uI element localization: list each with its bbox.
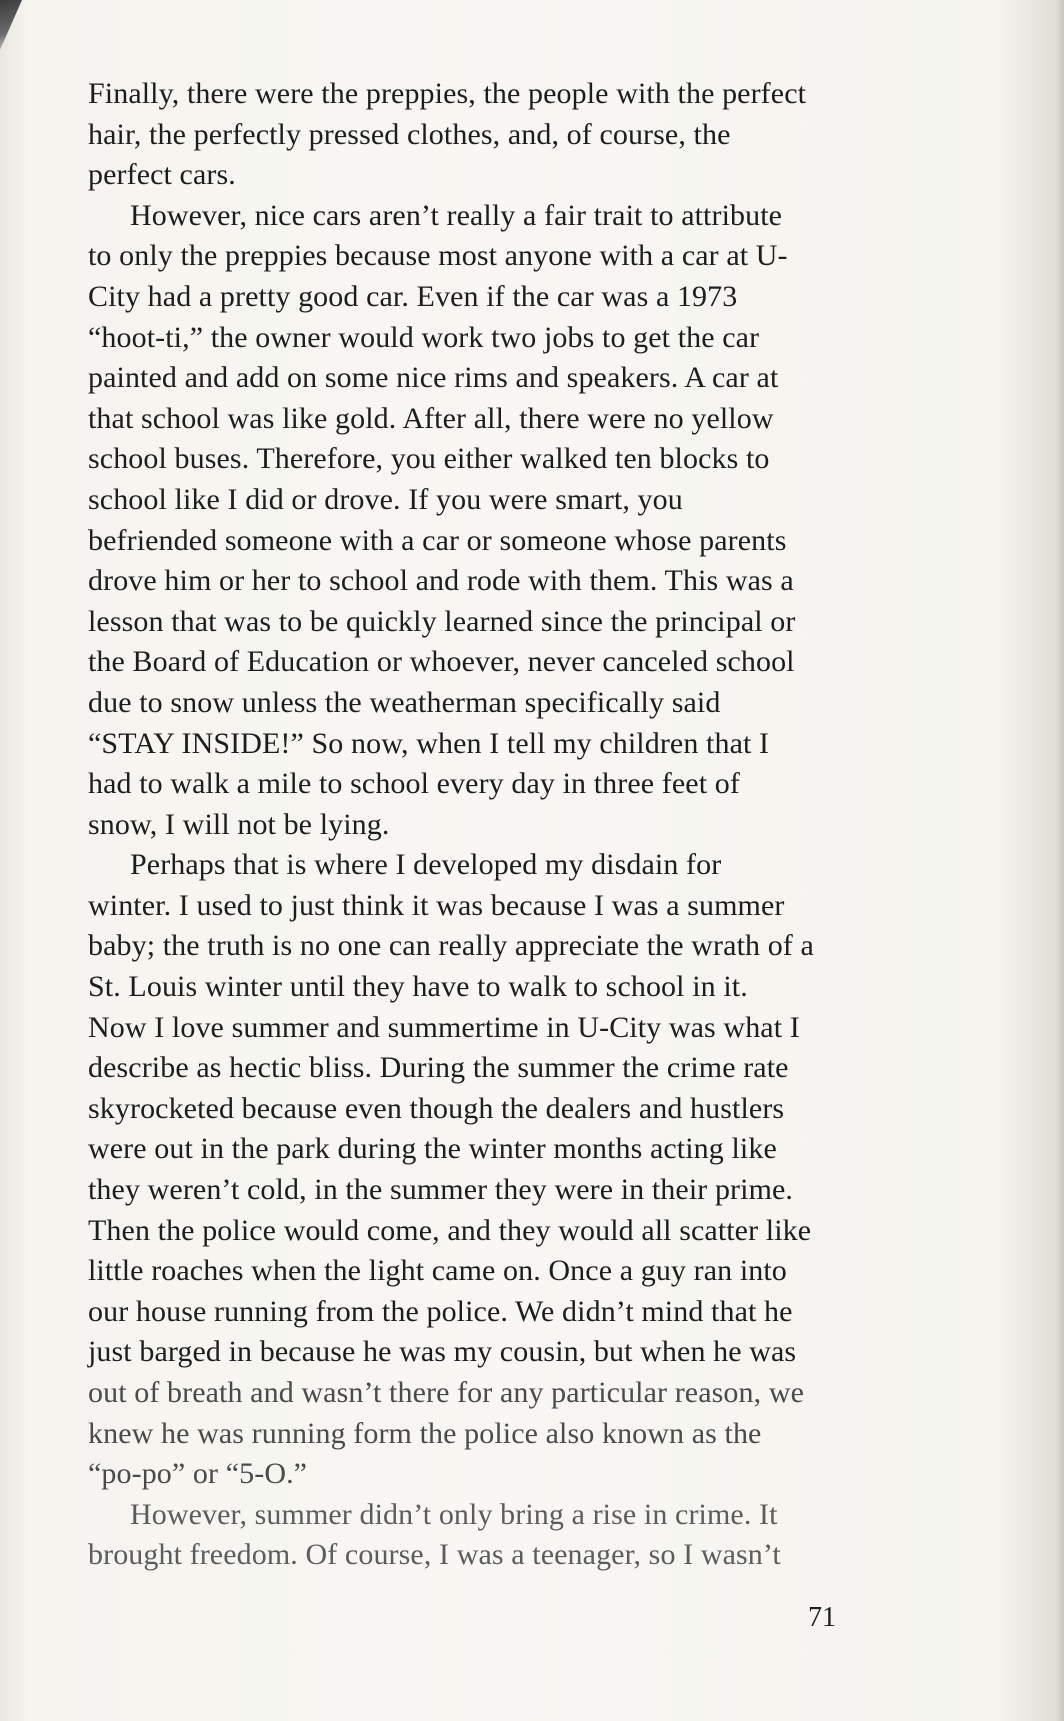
text-line: had to walk a mile to school every day in three feet of: [88, 767, 740, 801]
page-edge-shadow: [1056, 0, 1064, 1721]
text-line: describe as hectic bliss. During the summer the crime rate: [88, 1051, 789, 1085]
paragraph-start: Perhaps that is where I developed my disdain for: [130, 848, 722, 882]
page-number: 71: [808, 1602, 836, 1633]
text-line: St. Louis winter until they have to walk to school in it.: [88, 970, 748, 1004]
text-line: winter. I used to just think it was because I was a summer: [88, 888, 785, 922]
text-line: to only the preppies because most anyone with a car at U-: [88, 239, 788, 273]
text-line: “STAY INSIDE!” So now, when I tell my children that I: [88, 726, 770, 760]
text-line: hair, the perfectly pressed clothes, and, of course, the: [88, 117, 731, 151]
text-line: just barged in because he was my cousin, but when he was: [88, 1335, 797, 1369]
text-line: City had a pretty good car. Even if the car was a 1973: [88, 279, 738, 313]
text-line: due to snow unless the weatherman specifically said: [88, 685, 721, 719]
text-line: knew he was running form the police also known as the: [88, 1416, 762, 1450]
text-line: out of breath and wasn’t there for any particular reason, we: [88, 1376, 804, 1409]
text-line: little roaches when the light came on. Once a guy ran into: [88, 1254, 787, 1288]
page-corner-shadow: [0, 0, 22, 50]
text-line: drove him or her to school and rode with them. This was a: [88, 564, 794, 598]
text-line: Finally, there were the preppies, the people with the perfect: [88, 77, 807, 110]
paragraph-start: However, nice cars aren’t really a fair trait to attribute: [130, 198, 783, 232]
text-line: baby; the truth is no one can really appreciate the wrath of a: [88, 929, 814, 963]
text-line: brought freedom. Of course, I was a teenager, so I wasn’t: [88, 1538, 781, 1572]
text-line: “hoot-ti,” the owner would work two jobs to get the car: [88, 320, 760, 354]
text-line: school buses. Therefore, you either walked ten blocks to: [88, 442, 770, 476]
text-line: that school was like gold. After all, there were no yellow: [88, 401, 774, 435]
text-line: lesson that was to be quickly learned since the principal or: [88, 604, 796, 638]
text-line: befriended someone with a car or someone whose parents: [88, 523, 787, 557]
text-line: Then the police would come, and they would all scatter like: [88, 1213, 812, 1247]
text-line: snow, I will not be lying.: [88, 807, 390, 841]
text-line: school like I did or drove. If you were smart, you: [88, 482, 683, 516]
text-line: skyrocketed because even though the dealers and hustlers: [88, 1091, 785, 1125]
text-line: “po-po” or “5-O.”: [88, 1457, 308, 1491]
body-text: [88, 74, 878, 1576]
text-line: they weren’t cold, in the summer they were in their prime.: [88, 1173, 794, 1207]
text-line: our house running from the police. We didn’t mind that he: [88, 1294, 793, 1328]
text-line: the Board of Education or whoever, never canceled school: [88, 645, 795, 679]
text-line: Now I love summer and summertime in U-City was what I: [88, 1010, 800, 1044]
text-line: were out in the park during the winter months acting like: [88, 1132, 777, 1166]
text-line: painted and add on some nice rims and speakers. A car at: [88, 361, 779, 395]
text-line: perfect cars.: [88, 158, 236, 192]
paragraph-start: However, summer didn’t only bring a rise in crime. It: [130, 1497, 778, 1531]
